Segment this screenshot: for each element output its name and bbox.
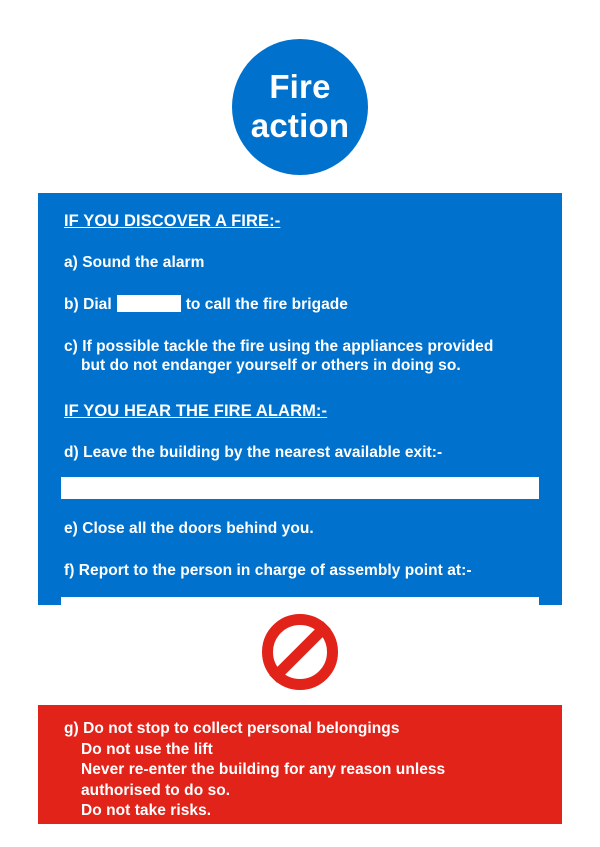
exit-write-in-field[interactable]: [61, 477, 539, 499]
instruction-e: e) Close all the doors behind you.: [64, 520, 314, 538]
prohibition-icon: [262, 614, 338, 690]
instruction-g-line3: Never re-enter the building for any reason unless: [81, 761, 446, 779]
instruction-b-prefix: b) Dial: [64, 295, 112, 313]
warnings-red-panel: [38, 705, 562, 824]
instruction-f: f) Report to the person in charge of assembly point at:-: [64, 561, 472, 579]
instruction-g-line4: authorised to do so.: [81, 781, 231, 799]
heading-hear-alarm: IF YOU HEAR THE FIRE ALARM:-: [64, 402, 328, 421]
instruction-c-line1: c) If possible tackle the fire using the appliances provided: [64, 337, 494, 355]
fire-action-roundel: [232, 39, 368, 175]
instruction-b-suffix: to call the fire brigade: [185, 295, 348, 313]
instruction-c: [64, 337, 548, 377]
instruction-g-line5: Do not take risks.: [81, 802, 212, 820]
instruction-c-line2: but do not endanger yourself or others in doing so.: [81, 357, 461, 375]
instruction-g: [64, 719, 548, 822]
roundel-title-line1: Fire: [269, 68, 331, 106]
instruction-a: a) Sound the alarm: [64, 254, 205, 271]
instruction-d: d) Leave the building by the nearest available exit:-: [64, 444, 443, 462]
roundel-title-line2: action: [250, 107, 350, 144]
phone-number-blank-field[interactable]: [117, 295, 181, 312]
heading-discover-fire: IF YOU DISCOVER A FIRE:-: [64, 212, 281, 230]
instructions-blue-panel: [38, 193, 562, 605]
instruction-g-line2: Do not use the lift: [81, 740, 213, 758]
instruction-g-line1: g) Do not stop to collect personal belongings: [64, 720, 400, 737]
instruction-b: [64, 295, 548, 315]
